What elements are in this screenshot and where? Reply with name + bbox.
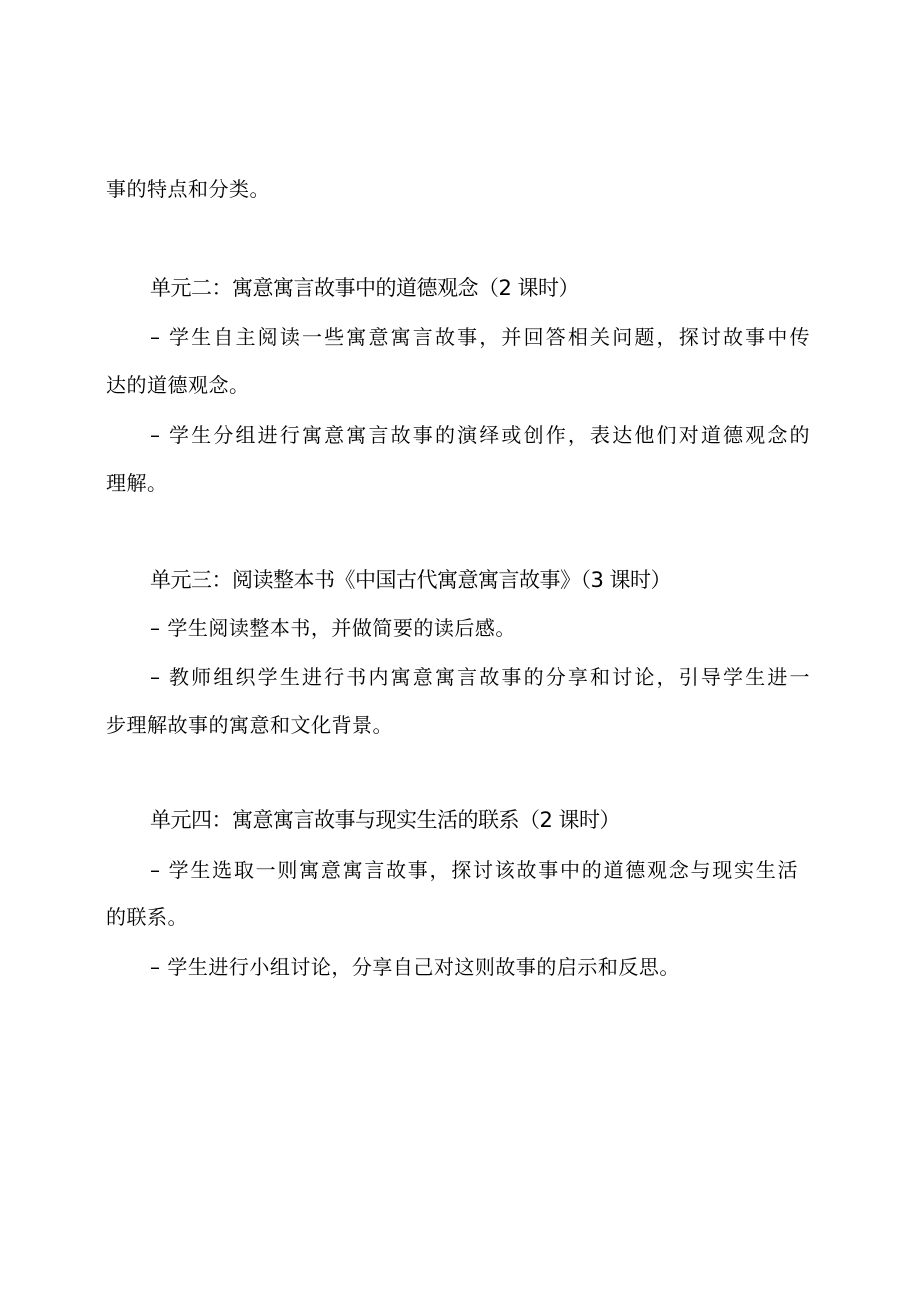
unit-4-heading: 单元四：寓意寓言故事与现实生活的联系（2 课时） — [150, 808, 621, 832]
intro-tail-text: 事的特点和分类。 — [106, 177, 270, 201]
unit-2-heading: 单元二：寓意寓言故事中的道德观念（2 课时） — [150, 276, 580, 300]
unit-3-item-2-line-1: – 教师组织学生进行书内寓意寓言故事的分享和讨论，引导学生进一 — [150, 665, 810, 689]
unit-2-item-2-line-2: 理解。 — [106, 471, 168, 495]
unit-3-item-2-line-2: 步理解故事的寓意和文化背景。 — [106, 713, 393, 737]
unit-4-item-1-line-2: 的联系。 — [106, 905, 188, 929]
unit-4-item-2-line-1: – 学生进行小组讨论，分享自己对这则故事的启示和反思。 — [150, 955, 680, 979]
unit-4-item-1-line-1: – 学生选取一则寓意寓言故事，探讨该故事中的道德观念与现实生活 — [150, 858, 798, 882]
unit-2-item-1-line-1: – 学生自主阅读一些寓意寓言故事，并回答相关问题，探讨故事中传 — [150, 325, 810, 349]
unit-2-item-1-line-2: 达的道德观念。 — [106, 373, 250, 397]
unit-2-item-2-line-1: – 学生分组进行寓意寓言故事的演绎或创作，表达他们对道德观念的 — [150, 423, 810, 447]
unit-3-item-1-line-1: – 学生阅读整本书，并做简要的读后感。 — [150, 616, 516, 640]
unit-3-heading: 单元三：阅读整本书《中国古代寓意寓言故事》（3 课时） — [150, 568, 672, 592]
